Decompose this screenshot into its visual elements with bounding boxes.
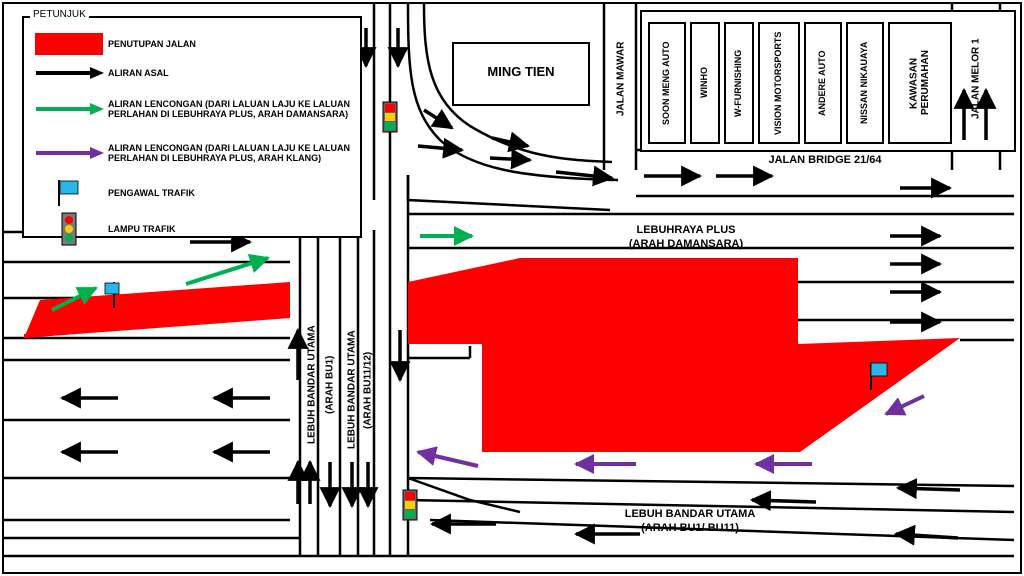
legend-label-road-closure: PENUTUPAN JALAN	[108, 38, 196, 49]
shop-label-3: W-FURNISHING	[733, 49, 744, 117]
legend-item-traffic-light	[30, 212, 354, 246]
lebuh-bandar-utama-bottom-line2: (ARAH BU1/ BU11)	[641, 522, 739, 534]
jalan-bridge-label: JALAN BRIDGE 21/64	[768, 154, 882, 166]
jalan-melor-label: JALAN MELOR 1	[970, 38, 982, 120]
legend-label-original-flow: ALIRAN ASAL	[108, 67, 169, 78]
traffic-light-icon	[30, 213, 108, 245]
road-closure-swatch	[30, 33, 108, 55]
shop-label-2: WINHO	[699, 67, 710, 99]
traffic-marshal-flag-left	[104, 282, 124, 308]
legend-item-diversion-klang	[30, 132, 354, 174]
traffic-marshal-flag-icon	[30, 178, 108, 208]
legend-item-traffic-marshal	[30, 176, 354, 210]
traffic-marshal-flag-right	[862, 362, 884, 390]
shop-label-5: ANDERE AUTO	[817, 50, 828, 116]
shop-label-1: SOON MENG AUTO	[661, 41, 672, 125]
legend-panel	[22, 9, 362, 238]
lebuh-bandar-utama-bu11-line2: (ARAH BU11/12)	[362, 351, 374, 429]
jalan-mawar-label: JALAN MAWAR	[615, 41, 627, 117]
lebuh-bandar-utama-bu1-line2: (ARAH BU1)	[324, 355, 336, 415]
lebuh-bandar-utama-bu11-line1: LEBUH BANDAR UTAMA	[346, 330, 358, 450]
legend-item-road-closure	[30, 30, 354, 58]
diversion-klang-arrow-icon	[30, 146, 108, 160]
legend-item-original-flow	[30, 60, 354, 86]
shop-label-4: VISION MOTORSPORTS	[773, 31, 784, 135]
legend-title: PETUNJUK	[30, 9, 89, 20]
original-flow-arrow-icon	[30, 66, 108, 80]
lebuhraya-plus-label-line1: LEBUHRAYA PLUS	[636, 224, 736, 236]
legend-label-traffic-light: LAMPU TRAFIK	[108, 223, 176, 234]
diversion-klang-arrows	[418, 396, 924, 466]
traffic-light-bottom	[403, 490, 417, 520]
legend-item-diversion-damansara	[30, 88, 354, 130]
traffic-light-top	[383, 102, 397, 132]
diversion-damansara-arrow-icon	[30, 102, 108, 116]
shop-label-7: KAWASAN PERUMAHAN	[908, 50, 931, 116]
legend-label-diversion-damansara: ALIRAN LENCONGAN (DARI LALUAN LAJU KE LALUAN PERLAHAN DI LEBUHRAYA PLUS, ARAH DAMANSARA)	[108, 98, 350, 119]
ming-tien-label: MING TIEN	[487, 64, 555, 79]
legend-label-traffic-marshal: PENGAWAL TRAFIK	[108, 187, 195, 198]
legend-label-diversion-klang: ALIRAN LENCONGAN (DARI LALUAN LAJU KE LALUAN PERLAHAN DI LEBUHRAYA PLUS, ARAH KLANG)	[108, 142, 350, 163]
lebuh-bandar-utama-bu1-line1: LEBUH BANDAR UTAMA	[306, 325, 318, 445]
lebuh-bandar-utama-bottom-line1: LEBUH BANDAR UTAMA	[624, 508, 756, 520]
shop-label-6: NISSAN NIKAUAYA	[859, 41, 870, 125]
lebuhraya-plus-label-line2: (ARAH DAMANSARA)	[628, 238, 744, 250]
